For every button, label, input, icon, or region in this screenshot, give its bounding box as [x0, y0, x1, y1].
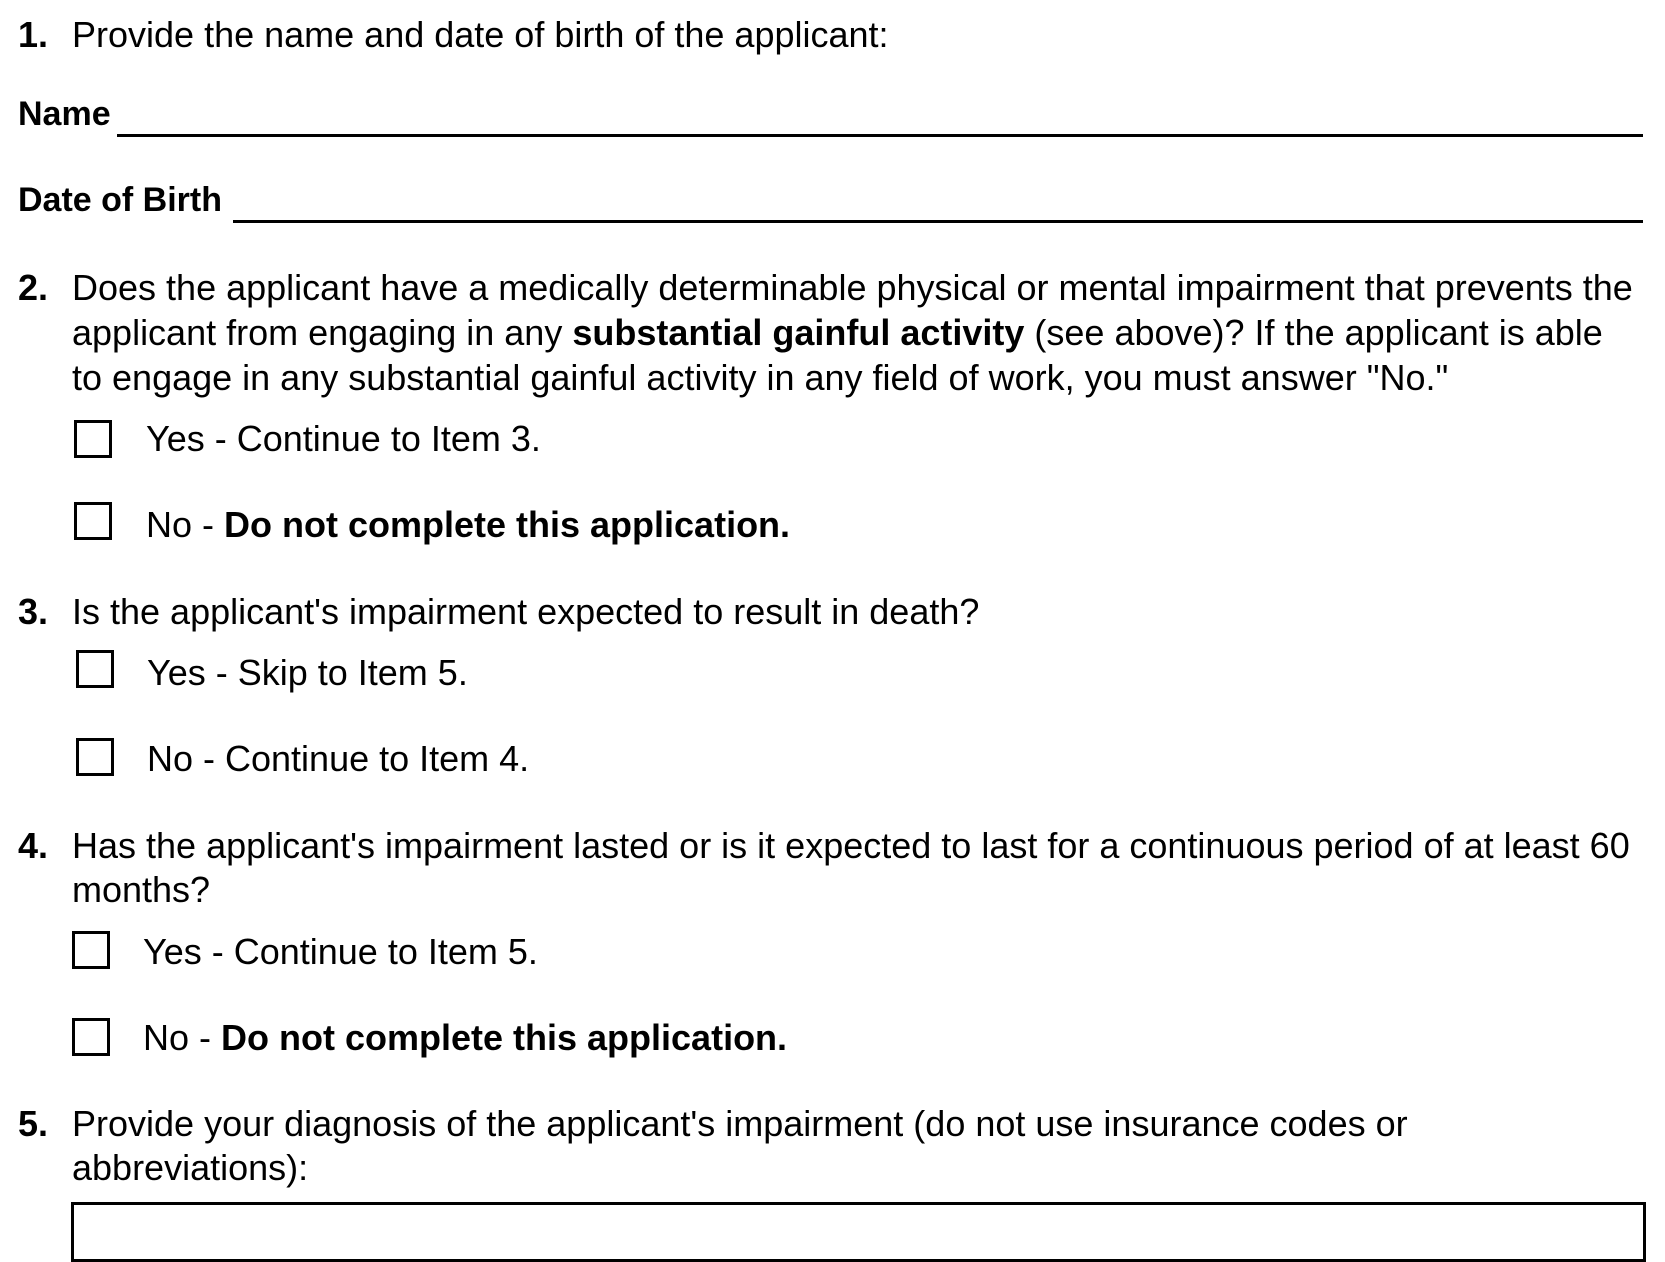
item-2-question-line-2: applicant from engaging in any substantial gainful activity (see above)? If the applicant is able	[72, 312, 1603, 353]
item-2-number: 2.	[18, 267, 49, 308]
item-3-no-label: No - Continue to Item 4.	[147, 738, 530, 779]
item-2-no-label: No - Do not complete this application.	[146, 504, 791, 545]
item-4-yes-label: Yes - Continue to Item 5.	[143, 931, 538, 972]
substantial-gainful-activity-term: substantial gainful activity	[572, 312, 1025, 353]
item-3-number: 3.	[18, 591, 49, 632]
item-1-question: Provide the name and date of birth of the applicant:	[72, 14, 889, 55]
item-2-yes-label: Yes - Continue to Item 3.	[146, 418, 541, 459]
item-1-number: 1.	[18, 14, 49, 55]
item-4-no-label: No - Do not complete this application.	[143, 1017, 788, 1058]
date-of-birth-label: Date of Birth	[18, 181, 222, 219]
name-field[interactable]	[117, 134, 1643, 137]
item-4-number: 4.	[18, 825, 49, 866]
item-4-yes-checkbox[interactable]	[72, 931, 110, 969]
item-5-question-line-2: abbreviations):	[72, 1147, 309, 1188]
item-3-yes-label: Yes - Skip to Item 5.	[147, 652, 468, 693]
item-2-no-checkbox[interactable]	[74, 502, 112, 540]
item-3-question: Is the applicant's impairment expected to result in death?	[72, 591, 980, 632]
item-2-yes-checkbox[interactable]	[74, 420, 112, 458]
item-5-number: 5.	[18, 1103, 49, 1144]
item-4-question-line-2: months?	[72, 869, 211, 910]
date-of-birth-field[interactable]	[233, 220, 1643, 223]
item-3-no-checkbox[interactable]	[76, 738, 114, 776]
item-4-question-line-1: Has the applicant's impairment lasted or is it expected to last for a continuous period of at least 60	[72, 825, 1630, 866]
item-3-yes-checkbox[interactable]	[76, 650, 114, 688]
item-2-question-line-3: to engage in any substantial gainful activity in any field of work, you must answer "No."	[72, 357, 1449, 398]
item-4-no-checkbox[interactable]	[72, 1018, 110, 1056]
diagnosis-input-box[interactable]	[71, 1202, 1646, 1262]
item-5-question-line-1: Provide your diagnosis of the applicant's impairment (do not use insurance codes or	[72, 1103, 1408, 1144]
name-label: Name	[18, 95, 111, 133]
item-2-question-line-1: Does the applicant have a medically determinable physical or mental impairment that prevents the	[72, 267, 1633, 308]
